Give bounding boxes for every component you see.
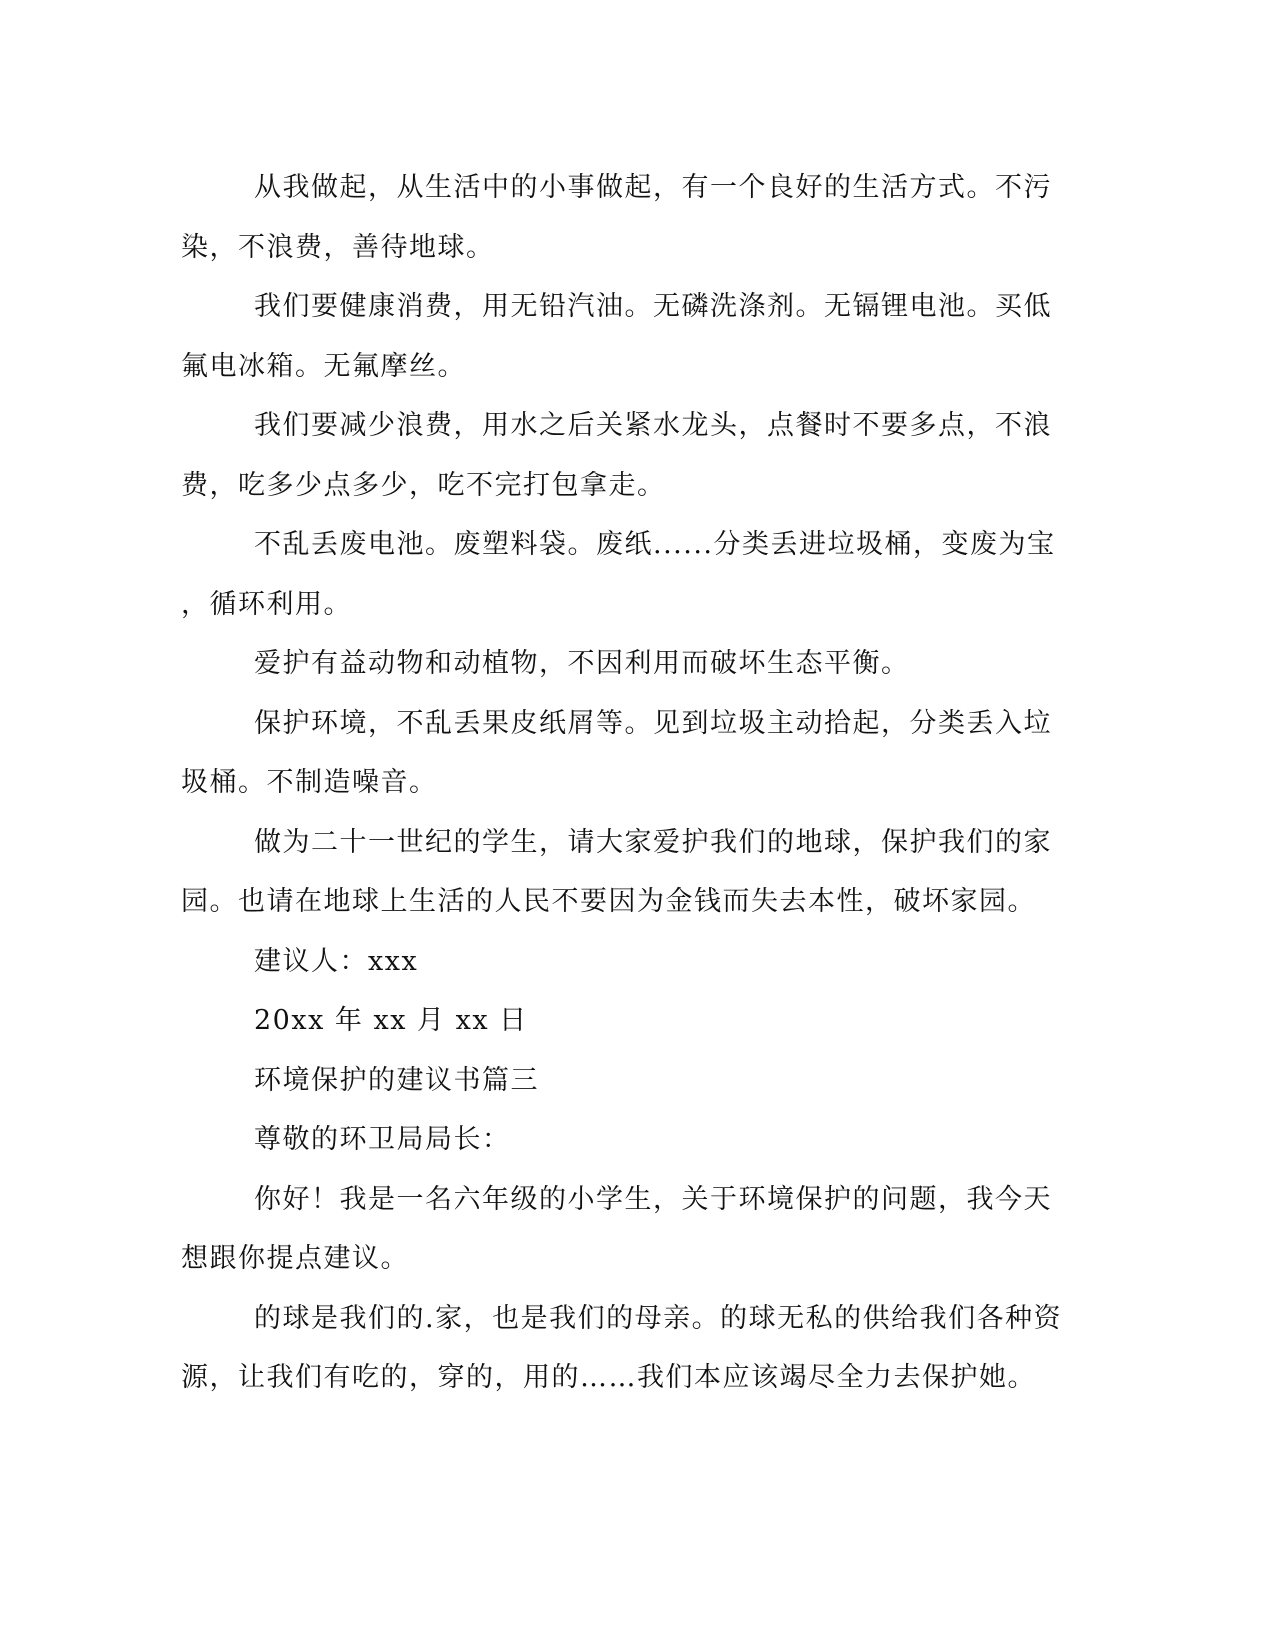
paragraph-6 (181, 694, 1052, 813)
paragraph-line: 你好！我是一名六年级的小学生，关于环境保护的问题，我今天 (254, 1183, 1052, 1215)
paragraph-1 (181, 158, 1052, 277)
paragraph-4 (181, 515, 1056, 634)
paragraph-line: ，循环利用。 (181, 588, 352, 620)
paragraph-line: 不乱丢废电池。废塑料袋。废纸......分类丢进垃圾桶，变废为宝 (254, 529, 1056, 560)
paragraph-2 (181, 277, 1052, 396)
paragraph-line: 想跟你提点建议。 (181, 1243, 409, 1274)
paragraph-line: 源，让我们有吃的，穿的，用的……我们本应该竭尽全力去保护她。 (181, 1362, 1036, 1393)
paragraph-line: 建议人：xxx (254, 945, 419, 977)
paragraph-line: 圾桶。不制造噪音。 (181, 767, 438, 798)
paragraph-line: 做为二十一世纪的学生，请大家爱护我们的地球，保护我们的家 (254, 826, 1052, 858)
paragraph-3 (181, 396, 1052, 515)
paragraph-line: 尊敬的环卫局局长： (254, 1124, 511, 1155)
paragraph-line: 氟电冰箱。无氟摩丝。 (181, 350, 466, 382)
paragraph-5 (181, 634, 1041, 694)
paragraph-7 (181, 813, 1052, 932)
paragraph-line: 20xx 年 xx 月 xx 日 (254, 1005, 528, 1036)
paragraph-line: 环境保护的建议书篇三 (254, 1064, 539, 1096)
paragraph-line: 保护环境，不乱丢果皮纸屑等。见到垃圾主动拾起，分类丢入垃 (254, 707, 1052, 739)
section-title (181, 1051, 1041, 1111)
signature-date (181, 991, 1041, 1051)
paragraph-line: 爱护有益动物和动植物，不因利用而破坏生态平衡。 (254, 648, 910, 679)
signature-proposer (181, 932, 1041, 992)
paragraph-line: 我们要减少浪费，用水之后关紧水龙头，点餐时不要多点，不浪 (254, 410, 1052, 441)
paragraph-line: 我们要健康消费，用无铅汽油。无磷洗涤剂。无镉锂电池。买低 (254, 291, 1052, 322)
paragraph-line: 从我做起，从生活中的小事做起，有一个良好的生活方式。不污 (254, 172, 1052, 203)
paragraph-line: 园。也请在地球上生活的人民不要因为金钱而失去本性，破坏家园。 (181, 886, 1036, 917)
paragraph-line: 的球是我们的.家，也是我们的母亲。的球无私的供给我们各种资 (254, 1302, 1063, 1334)
salutation (181, 1110, 1041, 1170)
paragraph-12 (181, 1170, 1052, 1289)
document-body (181, 158, 1063, 1408)
paragraph-line: 染，不浪费，善待地球。 (181, 231, 495, 263)
paragraph-line: 费，吃多少点多少，吃不完打包拿走。 (181, 469, 666, 501)
paragraph-13 (181, 1289, 1063, 1408)
